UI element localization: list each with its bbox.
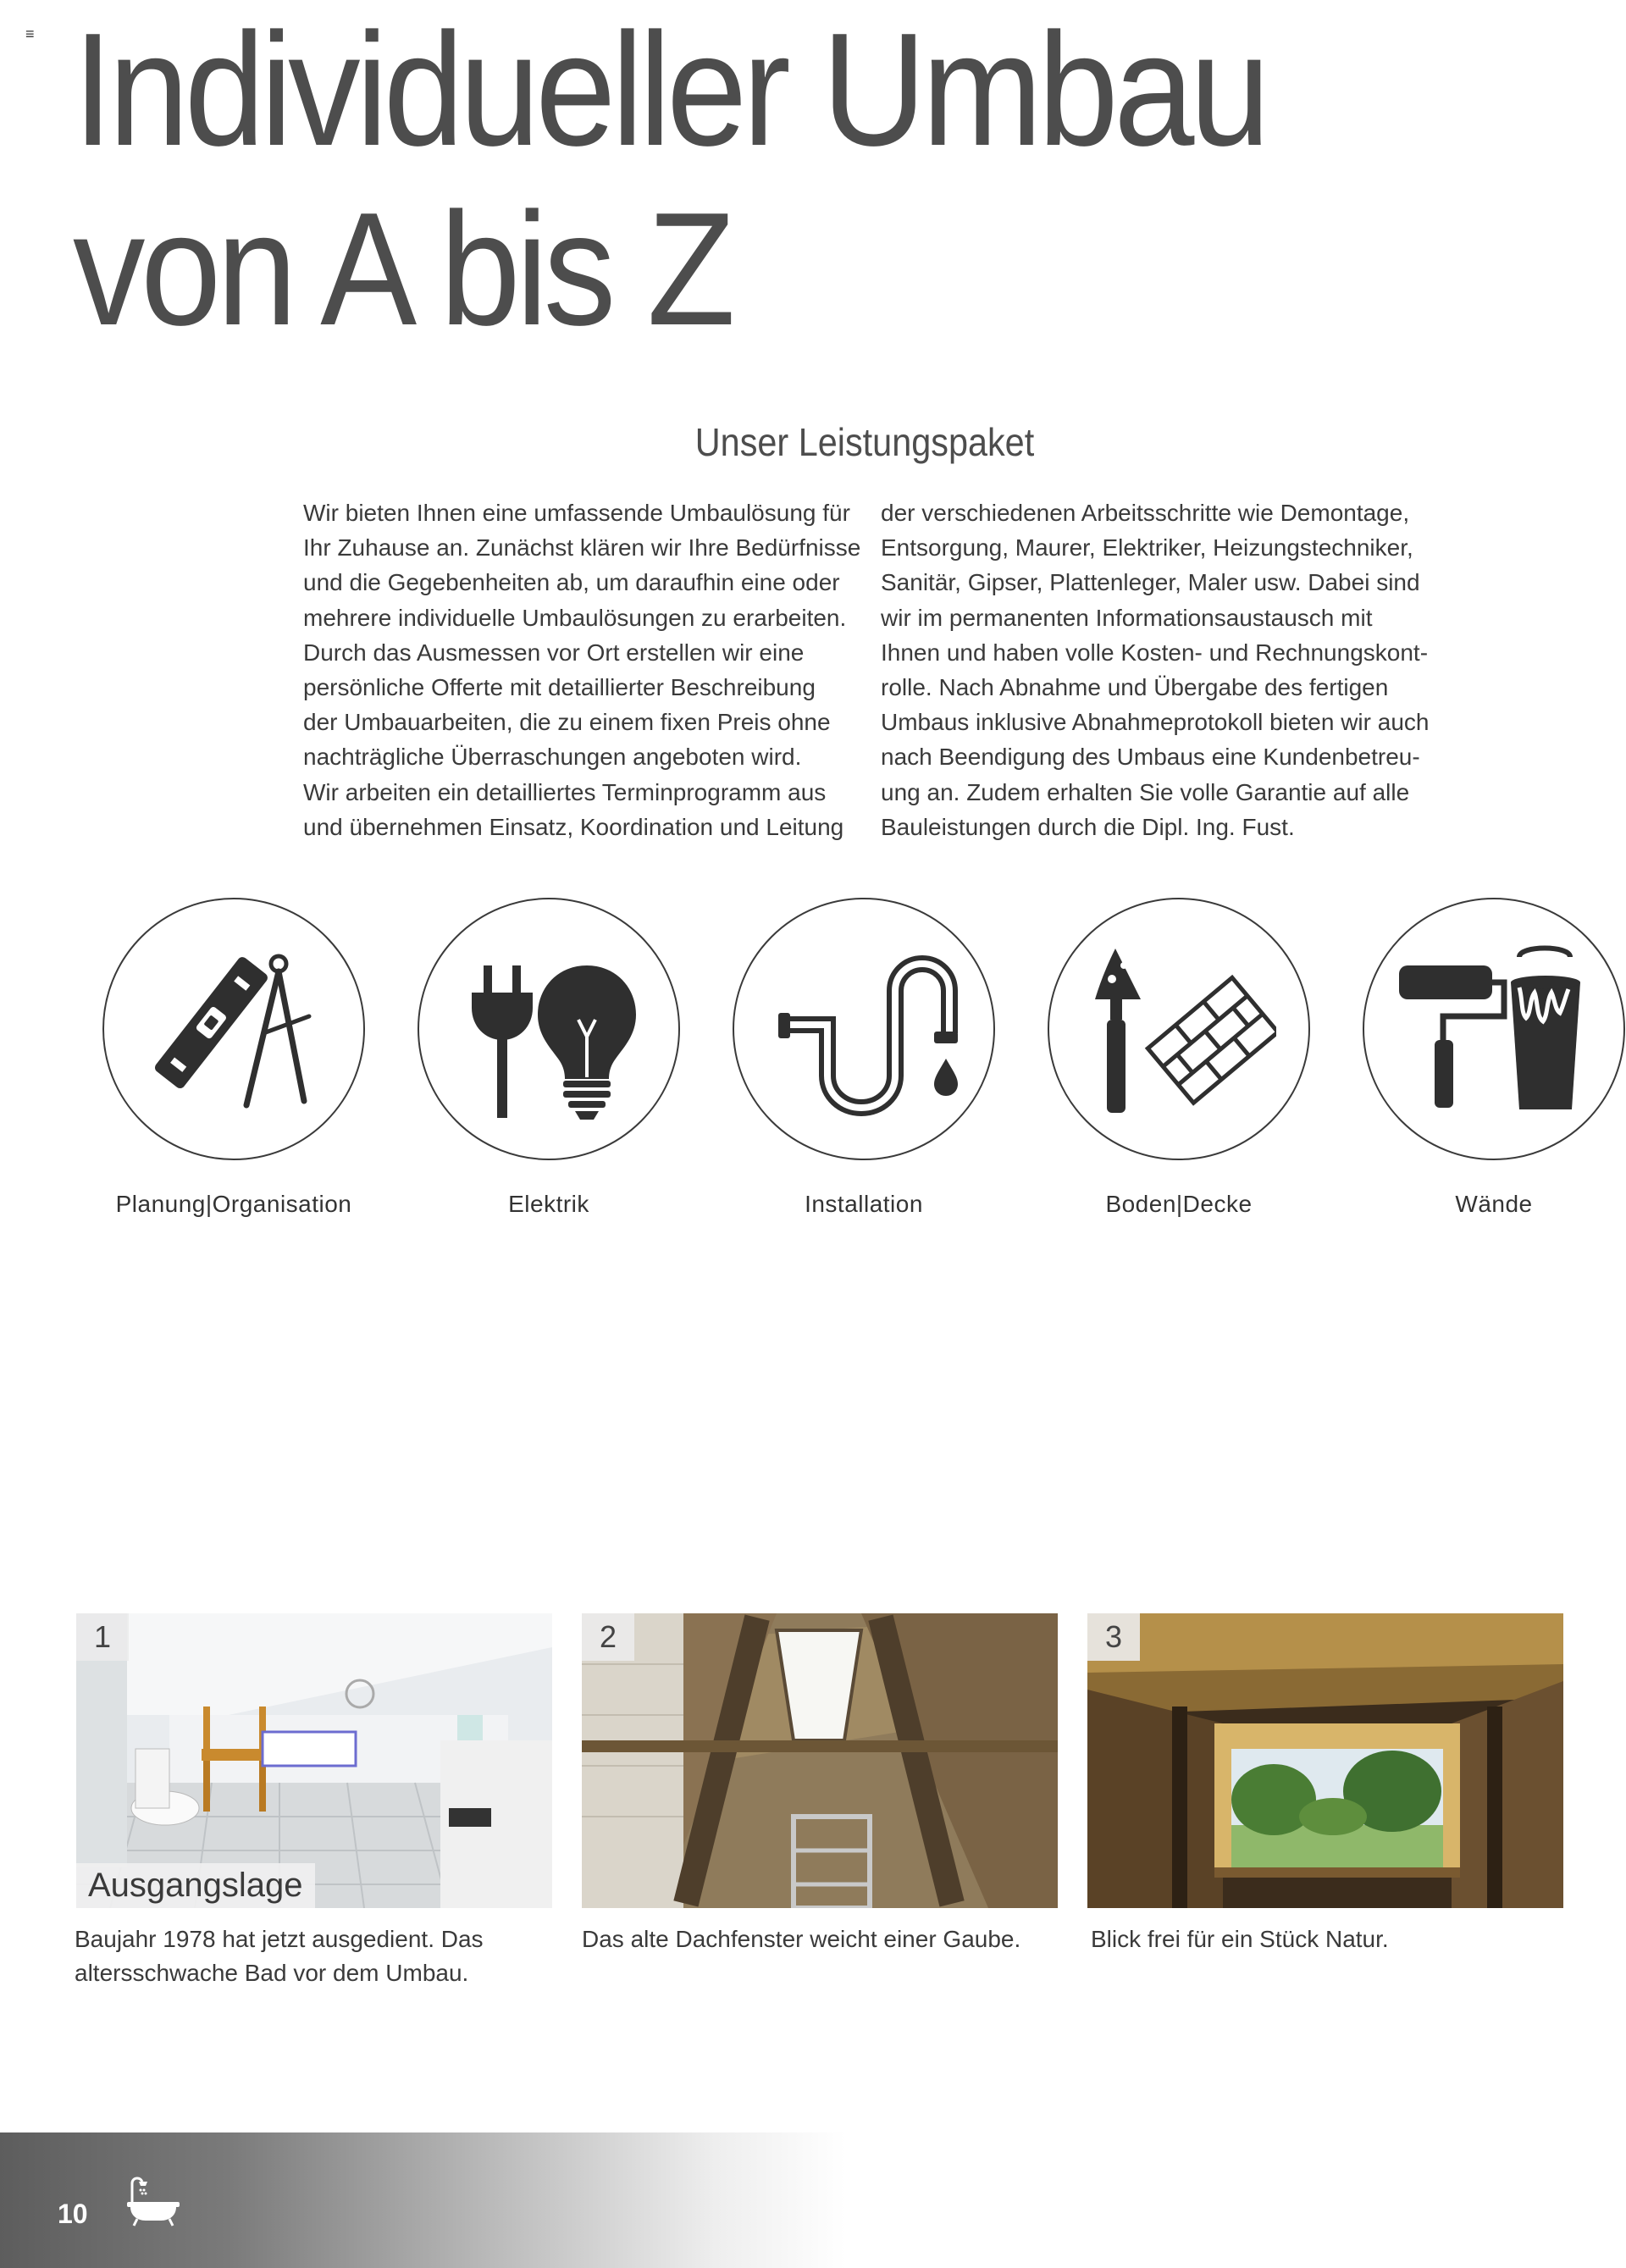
- service-label: Planung|Organisation: [115, 1191, 352, 1217]
- bathtub-shower-icon: [125, 2177, 181, 2229]
- level-compass-icon: [136, 932, 331, 1126]
- plug-bulb-icon: [451, 932, 646, 1126]
- photo-dachfenster: [582, 1613, 1058, 1908]
- service-planung: [102, 898, 365, 1217]
- photo-gaube: [1087, 1613, 1563, 1908]
- headline-line-1: Individueller Umbau: [73, 0, 1266, 180]
- page-number: 10: [58, 2199, 88, 2229]
- service-label: Installation: [805, 1191, 923, 1217]
- attic-window-photo: [582, 1613, 1058, 1908]
- photo-ausgangslage: [76, 1613, 552, 1908]
- dormer-view-photo: [1087, 1613, 1563, 1908]
- caption-line: Blick frei für ein Stück Natur.: [1091, 1926, 1389, 1952]
- photo-caption-2: [582, 1922, 1073, 1956]
- headline-line-2: von A bis Z: [73, 180, 732, 359]
- service-boden-decke: [1048, 898, 1310, 1217]
- intro-text-left: Wir bieten Ihnen eine umfassende Umbaulösung für Ihr Zuhause an. Zunächst klären wir Ihre Bedürfnisse und die Gegebenheiten ab, um daraufhin eine oder mehrere individuelle Umbaulösungen zu erarbeiten. Durch das Ausmessen vor Ort erstellen wir eine persönliche Offerte mit detaillierter Beschreibung der Umbauarbeiten, die zu einem fixen Preis ohne nachträgliche Überraschungen angeboten wird. Wir arbeiten ein detailliertes Terminprogramm aus und übernehmen Einsatz, Koordination und Leitung: [303, 500, 861, 840]
- intro-text-right: der verschiedenen Arbeitsschritte wie Demontage, Entsorgung, Maurer, Elektriker, Heizungstechniker, Sanitär, Gipser, Plattenleger, Maler usw. Dabei sind wir im permanenten Informationsaustausch mit Ihnen und haben volle Kosten- und Rechnungskont- rolle. Nach Abnahme und Übergabe des fertigen Umbaus inklusive Abnahmeprotokoll bieten wir auch nach Beendigung des Umbaus eine Kundenbetreu- ung an. Zudem erhalten Sie volle Garantie auf alle Bauleistungen durch die Dipl. Ing. Fust.: [881, 500, 1430, 840]
- service-label: Wände: [1455, 1191, 1533, 1217]
- trowel-tiles-icon: [1081, 932, 1276, 1126]
- pipe-icon: [766, 932, 961, 1126]
- service-waende: [1363, 898, 1625, 1217]
- photo-tag: Ausgangslage: [76, 1863, 315, 1908]
- photo-caption-1: [75, 1922, 566, 1990]
- caption-line: Baujahr 1978 hat jetzt ausgedient. Das: [75, 1926, 484, 1952]
- menu-icon[interactable]: ≡: [25, 25, 35, 42]
- caption-line: Das alte Dachfenster weicht einer Gaube.: [582, 1926, 1021, 1952]
- service-label: Boden|Decke: [1105, 1191, 1253, 1217]
- page-headline: [73, 0, 1266, 359]
- photo-caption-3: [1091, 1922, 1582, 1956]
- footer-bar: [0, 2132, 1626, 2268]
- photo-number: 3: [1087, 1613, 1140, 1661]
- section-title: Unser Leistungspaket: [694, 420, 1035, 464]
- photo-number: 2: [582, 1613, 634, 1661]
- service-elektrik: [418, 898, 680, 1217]
- service-installation: [733, 898, 995, 1217]
- photo-number: 1: [76, 1613, 129, 1661]
- roller-bucket-icon: [1392, 932, 1596, 1126]
- service-label: Elektrik: [508, 1191, 589, 1217]
- caption-line: altersschwache Bad vor dem Umbau.: [75, 1960, 469, 1986]
